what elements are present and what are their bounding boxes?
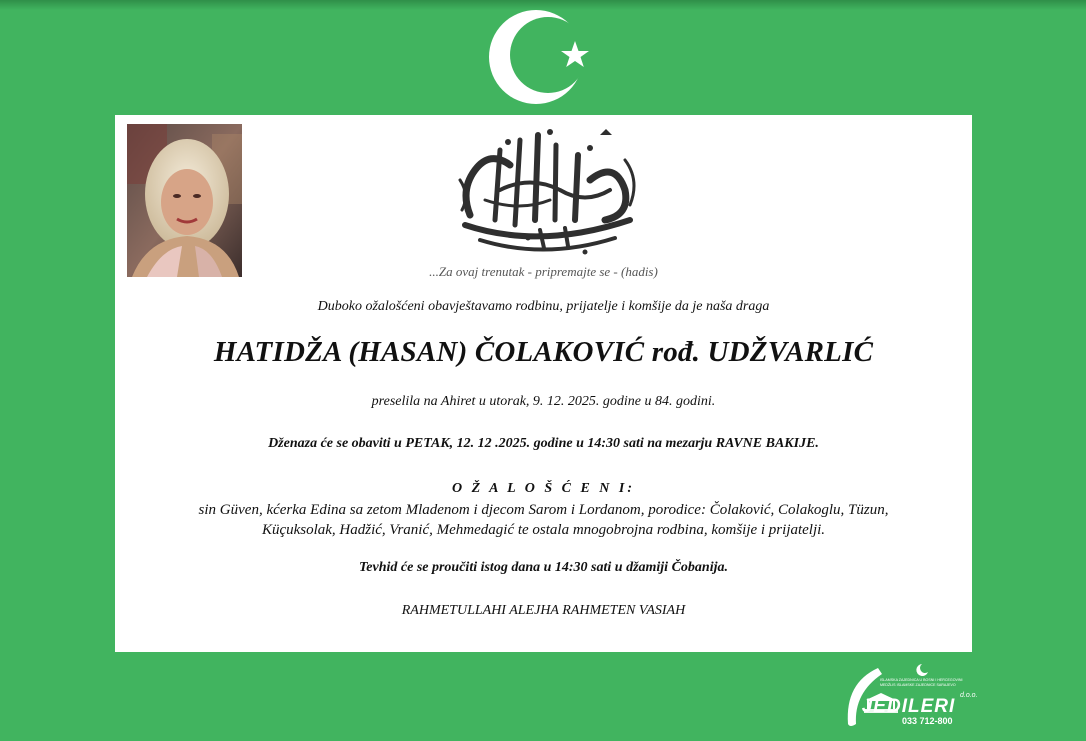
passing-text: preselila na Ahiret u utorak, 9. 12. 2025. godine u 84. godini. (371, 394, 716, 409)
deceased-photo (127, 124, 242, 277)
mourners-title: O Ž A L O Š Ć E N I: (451, 481, 636, 496)
logo-name: JEDILERI (861, 696, 956, 717)
tevhid-text: Tevhid će se proučiti istog dana u 14:30 sati u džamiji Čobanija. (359, 560, 728, 575)
funeral-text: Dženaza će se obaviti u PETAK, 12. 12 .2025. godine u 14:30 sati na mezarju RAVNE BAKIJE. (268, 436, 819, 451)
mourners-line: Küçuksolak, Hadžić, Vranić, Mehmedagić te ostala mnogobrojna rodbina, komšije i prijatelji. (261, 522, 826, 538)
arabic-calligraphy-image (440, 120, 650, 265)
logo-suffix: d.o.o. (960, 692, 978, 699)
obituary-card (115, 115, 972, 652)
jedileri-logo (840, 658, 978, 730)
mourners-list (115, 500, 972, 540)
closing-prayer: RAHMETULLAHI ALEJHA RAHMETEN VASIAH (401, 603, 686, 618)
intro-text: Duboko ožalošćeni obavještavamo rodbinu, prijatelje i komšije da je naša draga (317, 299, 770, 314)
deceased-name: HATIDŽA (HASAN) ČOLAKOVIĆ rođ. UDŽVARLIĆ (213, 336, 874, 368)
hadith-quote: ...Za ovaj trenutak - pripremajte se - (hadis) (429, 264, 658, 279)
mourners-line: sin Güven, kćerka Edina sa zetom Mladenom i djecom Sarom i Lordanom, porodice: Čolaković, Colakoglu, Tüzun, (198, 502, 889, 518)
logo-small-text: ISLAMSKA ZAJEDNICA U BOSNI I HERCEGOVINI MEDŽLIS ISLAMSKE ZAJEDNICE SARAJEVO (880, 678, 963, 687)
crescent-star-icon (488, 8, 598, 108)
logo-phone: 033 712-800 (902, 716, 953, 726)
